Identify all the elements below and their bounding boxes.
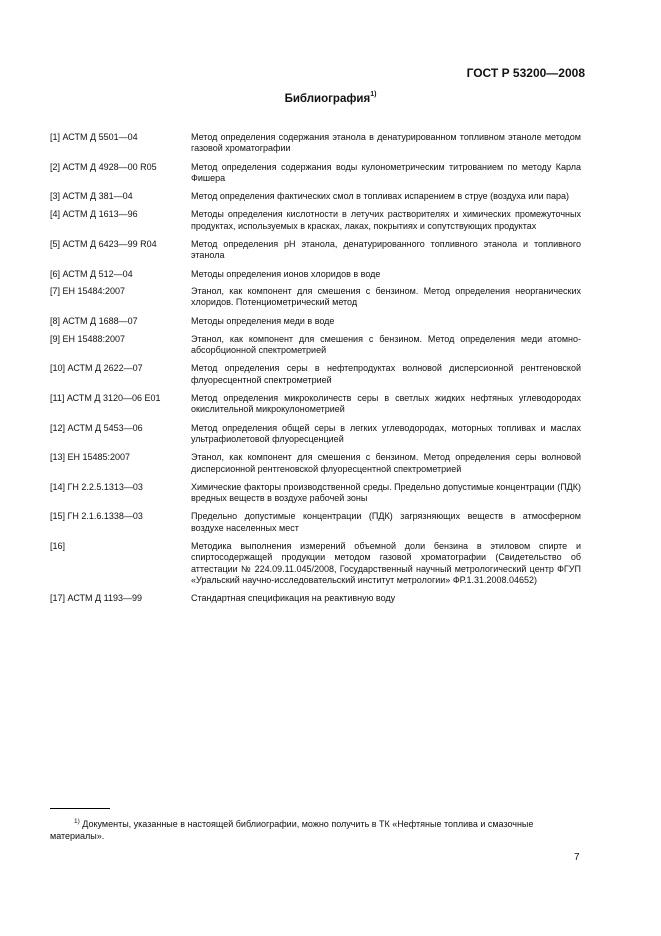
- entry-description: Этанол, как компонент для смешения с бензином. Метод определения меди атомно-абсорбционной спектрометрией: [191, 333, 581, 356]
- bibliography-entry: [50, 209, 581, 232]
- standard-number: ГОСТ Р 53200—2008: [466, 66, 585, 80]
- entry-reference: [17] АСТМ Д 1193—99: [50, 593, 142, 604]
- entry-reference: [12] АСТМ Д 5453—06: [50, 422, 143, 433]
- entry-description: Методы определения меди в воде: [191, 315, 335, 326]
- bibliography-entry: [50, 191, 581, 202]
- footnote: [50, 816, 581, 842]
- bibliography-entry: [50, 239, 581, 262]
- footnote-text: Документы, указанные в настоящей библиографии, можно получить в ТК «Нефтяные топлива и смазочные материалы».: [50, 819, 534, 841]
- entry-description: Метод определения содержания этанола в денатурированном топливном этаноле методом газовой хроматографии: [191, 132, 581, 154]
- bibliography-entry: [50, 452, 581, 475]
- entry-reference: [8] АСТМ Д 1688—07: [50, 315, 138, 326]
- entry-description: Метод определения фактических смол в топливах испарением в струе (воздуха или пара): [191, 191, 569, 202]
- entry-reference: [6] АСТМ Д 512—04: [50, 268, 133, 279]
- bibliography-entry: [50, 423, 581, 446]
- bibliography-entry: [50, 269, 581, 280]
- entry-description: Метод определения микроколичеств серы в светлых жидких нефтяных углеводородах окислительной микрокулонометрией: [191, 393, 581, 415]
- footnote-separator: [50, 808, 110, 809]
- bibliography-entry: [50, 393, 581, 416]
- entry-reference: [1] АСТМ Д 5501—04: [50, 132, 138, 142]
- entry-reference: [7] ЕН 15484:2007: [50, 285, 126, 296]
- entry-reference: [11] АСТМ Д 3120—06 Е01: [50, 393, 161, 404]
- title-text: Библиография: [284, 92, 371, 105]
- bibliography-entry: [50, 334, 581, 357]
- entry-description: Этанол, как компонент для смешения с бензином. Метод определения неорганических хлоридов. Потенциометрический метод: [191, 285, 581, 308]
- page-title: [0, 92, 661, 105]
- entry-reference: [4] АСТМ Д 1613—96: [50, 209, 138, 220]
- bibliography-entry: [50, 541, 581, 586]
- bibliography-entry: [50, 593, 581, 604]
- entry-description: Метод определения серы в нефтепродуктах волновой дисперсионной рентгеновской флуоресцентной спектрометрией: [191, 363, 581, 385]
- bibliography-list: [50, 132, 581, 605]
- bibliography-entry: [50, 286, 581, 309]
- entry-description: Метод определения общей серы в легких углеводородах, моторных топливах и маслах ультрафиолетовой флуоресценцией: [191, 422, 581, 444]
- page-number: 7: [574, 852, 580, 863]
- entry-reference: [3] АСТМ Д 381—04: [50, 191, 133, 202]
- entry-description: Методика выполнения измерений объемной доли бензина в этиловом спирте и спиртосодержащей продукции методом газовой хроматографии (Свидетельство об аттестации № 224.09.11.045/2008, Государственный научный метрологический центр ФГУП «Уральский научно-исследовательский институт метрологии» ФР.1.31.2008.04652): [191, 541, 581, 585]
- entry-reference: [9] ЕН 15488:2007: [50, 333, 126, 344]
- bibliography-entry: [50, 316, 581, 327]
- bibliography-entry: [50, 482, 581, 505]
- bibliography-entry: [50, 511, 581, 534]
- entry-reference: [5] АСТМ Д 6423—99 R04: [50, 239, 157, 250]
- entry-description: Химические факторы производственной среды. Предельно допустимые концентрации (ПДК) вредных веществ в воздухе рабочей зоны: [191, 481, 581, 504]
- title-footnote-mark: 1): [370, 91, 377, 98]
- entry-reference: [10] АСТМ Д 2622—07: [50, 363, 143, 374]
- footnote-mark: 1): [74, 818, 80, 825]
- entry-reference: [14] ГН 2.2.5.1313—03: [50, 481, 143, 492]
- entry-reference: [13] ЕН 15485:2007: [50, 452, 131, 463]
- entry-description: Предельно допустимые концентрации (ПДК) загрязняющих веществ в атмосферном воздухе населенных мест: [191, 511, 581, 533]
- entry-description: Стандартная спецификация на реактивную воду: [191, 593, 396, 604]
- entry-description: Методы определения кислотности в летучих растворителях и химических промежуточных продуктах, используемых в красках, лаках, покрытиях и сопутствующих продуктах: [191, 209, 581, 231]
- entry-description: Методы определения ионов хлоридов в воде: [191, 268, 381, 279]
- entry-reference: [2] АСТМ Д 4928—00 R05: [50, 161, 157, 172]
- bibliography-entry: [50, 363, 581, 386]
- entry-reference: [16]: [50, 541, 66, 552]
- entry-description: Этанол, как компонент для смешения с бензином. Метод определения серы волновой дисперсионной рентгеновской флуоресцентной спектрометрией: [191, 452, 581, 474]
- bibliography-entry: [50, 162, 581, 185]
- entry-description: Метод определения содержания воды кулонометрическим титрованием по методу Карла Фишера: [191, 161, 581, 183]
- bibliography-entry: [50, 132, 581, 155]
- entry-reference: [15] ГН 2.1.6.1338—03: [50, 511, 143, 522]
- entry-description: Метод определения pH этанола, денатурированного топливного этанола и топливного этанола: [191, 239, 581, 261]
